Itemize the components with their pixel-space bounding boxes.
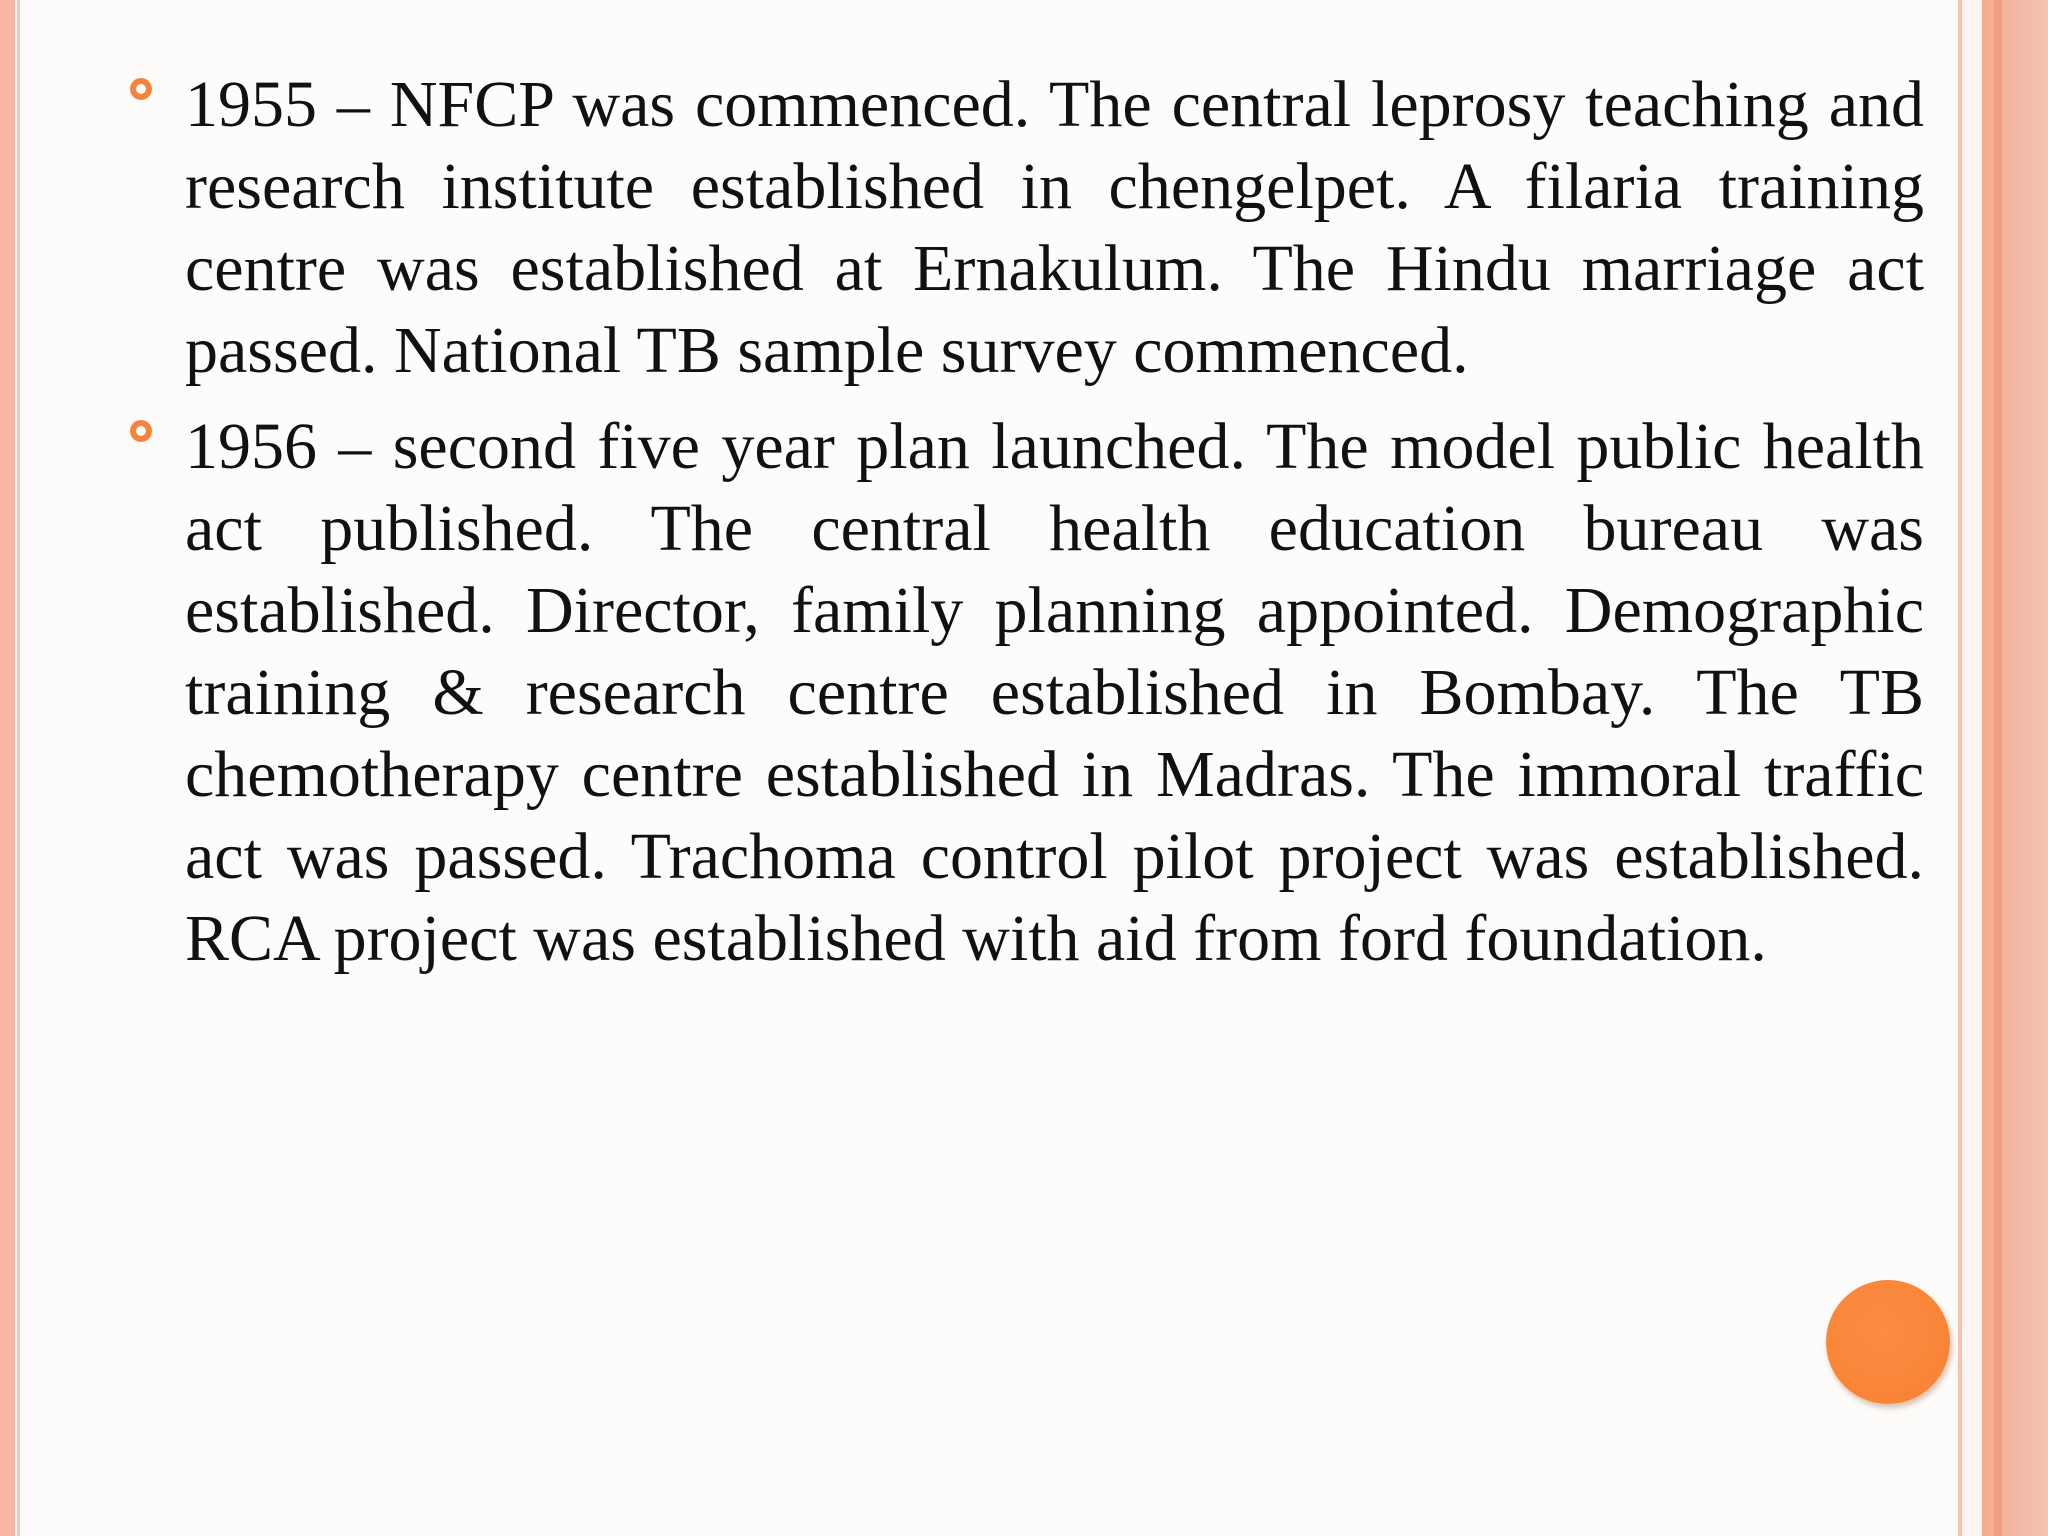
bullet-item-1956 (130, 406, 1924, 980)
bullet-item-1955 (130, 64, 1924, 392)
right-border-inner-stripe (1994, 0, 2002, 1536)
slide-content (130, 64, 1924, 994)
right-border-band (1982, 0, 2048, 1536)
right-border-gap (1962, 0, 1982, 1536)
bullet-text: 1956 – second five year plan launched. The model public health act published. The central health education bureau was established. Director, family planning appointed. Demographic training & research centre established in Bombay. The TB chemotherapy centre established in Madras. The immoral traffic act was passed. Trachoma control pilot project was established. RCA project was established with aid from ford foundation. (185, 410, 1924, 975)
left-border-decoration (0, 0, 15, 1536)
bullet-text: 1955 – NFCP was commenced. The central leprosy teaching and research institute established in chengelpet. A filaria training centre was established at Ernakulum. The Hindu marriage act passed. National TB sample survey commenced. (185, 68, 1924, 387)
circle-bullet-icon (130, 78, 152, 100)
orange-circle-decoration (1826, 1280, 1950, 1404)
left-border-line (17, 0, 20, 1536)
circle-bullet-icon (130, 420, 152, 442)
